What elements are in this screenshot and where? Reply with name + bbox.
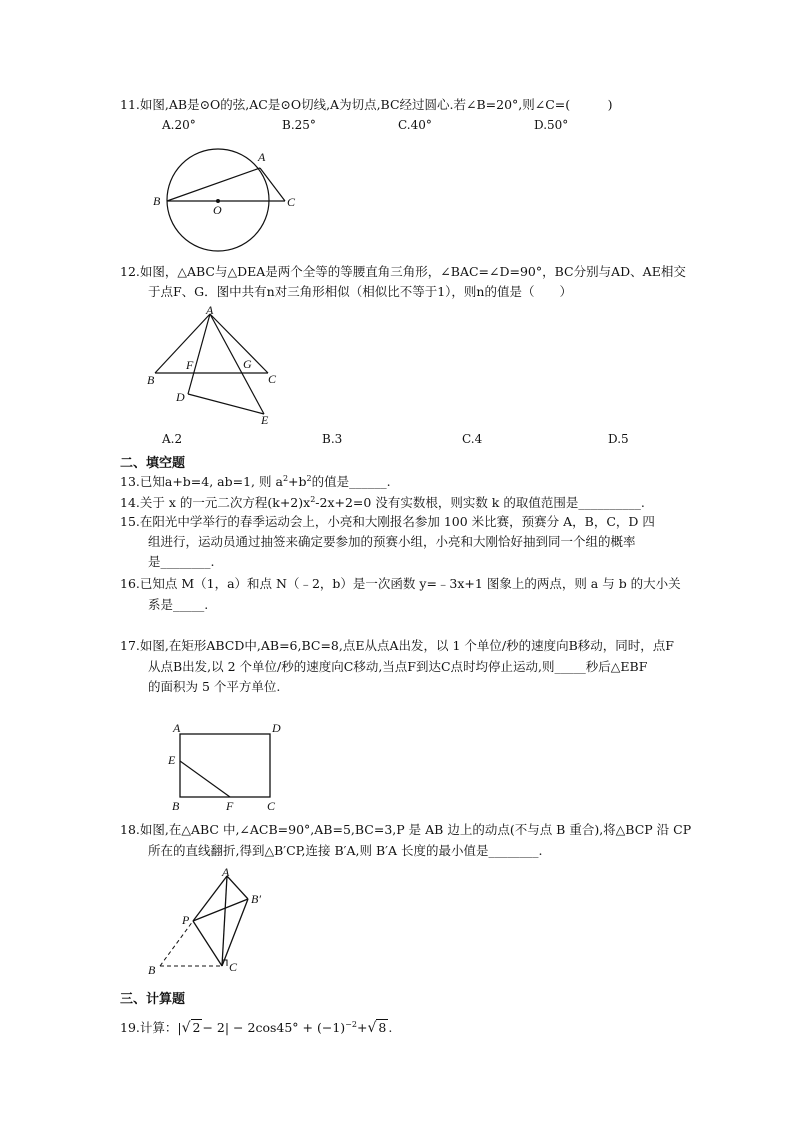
q12-label-b: B: [147, 373, 155, 387]
q18-line2: 所在的直线翻折,得到△B′CP,连接 B′A,则 B′A 长度的最小值是________.: [148, 843, 543, 858]
q12-line1: 12.如图，△ABC与△DEA是两个全等的等腰直角三角形，∠BAC=∠D=90°，BC分别与AD、AE相交: [120, 264, 686, 279]
q12-option-b: B.3: [322, 432, 343, 446]
q11-text: 11.如图,AB是⊙O的弦,AC是⊙O切线,A为切点,BC经过圆心.若∠B=20°,则∠C=( ): [120, 97, 613, 112]
q12-option-a: A.2: [162, 432, 183, 446]
q11-label-b: B: [153, 194, 161, 208]
q18-label-p: P: [182, 913, 190, 927]
q15-line2: 组进行，运动员通过抽签来确定要参加的预赛小组，小亮和大刚恰好抽到同一个组的概率: [148, 534, 636, 549]
q17-line1: 17.如图,在矩形ABCD中,AB=6,BC=8,点E从点A出发，以 1 个单位/秒的速度向B移动，同时，点F: [120, 638, 674, 653]
q17-label-c: C: [267, 799, 276, 813]
q11-option-a: A.20°: [162, 118, 196, 132]
q11-option-b: B.25°: [282, 118, 316, 132]
q15-line1: 15.在阳光中学举行的春季运动会上，小亮和大刚报名参加 100 米比赛，预赛分 A，B，C，D 四: [120, 514, 655, 529]
q11-label-o: O: [213, 203, 222, 217]
q12-option-c: C.4: [462, 432, 483, 446]
q17-label-f: F: [226, 799, 234, 813]
section-calculation-title: 三、计算题: [120, 992, 186, 1007]
q11-label-c: C: [287, 195, 296, 209]
q16-line2: 系是_____.: [148, 597, 209, 612]
q12-figure-triangles: [140, 302, 300, 432]
q17-label-a: A: [173, 721, 181, 735]
q11-option-c: C.40°: [398, 118, 432, 132]
q12-label-c: C: [268, 372, 277, 386]
q18-label-b: B: [148, 963, 156, 977]
q13-text: 13.已知a+b=4, ab=1, 则 $a^2+b^2$的值是______.: [120, 474, 391, 490]
q19-expression: 19.计算：|√ $2 - 2| - 2\cos 45^\circ + (-1)^{-2}+√$ 8 .: [120, 1019, 393, 1036]
q18-label-b-prime: B′: [251, 892, 261, 906]
q17-label-d: D: [272, 721, 281, 735]
q18-label-c: C: [229, 960, 238, 974]
q18-label-a: A: [222, 865, 230, 879]
q17-label-e: E: [168, 753, 176, 767]
q12-label-g: G: [243, 357, 252, 371]
section-fill-in-title: 二、填空题: [120, 456, 186, 471]
q18-line1: 18.如图,在△ABC 中,∠ACB=90°,AB=5,BC=3,P 是 AB 边上的动点(不与点 B 重合),将△BCP 沿 CP: [120, 822, 692, 837]
q18-figure-fold: [150, 868, 270, 980]
q17-line2: 从点B出发,以 2 个单位/秒的速度向C移动,当点F到达C点时均停止运动,则_____秒后△EBF: [148, 659, 648, 674]
q16-line1: 16.已知点 M（1，a）和点 N（﹣2，b）是一次函数 y=﹣3x+1 图象上的两点，则 a 与 b 的大小关: [120, 576, 681, 591]
q19-sqrt-8: 8: [378, 1020, 387, 1035]
q12-option-d: D.5: [608, 432, 629, 446]
q12-label-f: F: [186, 358, 194, 372]
q11-option-d: D.50°: [534, 118, 569, 132]
q12-label-d: D: [176, 390, 185, 404]
q11-label-a: A: [258, 150, 266, 164]
q12-line2: 于点F、G．图中共有n对三角形相似（相似比不等于1），则n的值是（ ）: [148, 284, 572, 299]
q17-line3: 的面积为 5 个平方单位.: [148, 679, 281, 694]
q15-line3: 是________.: [148, 554, 215, 569]
q12-label-a: A: [206, 303, 214, 317]
q12-label-e: E: [261, 413, 269, 427]
q17-figure-rectangle: [170, 725, 280, 805]
q17-label-b: B: [172, 799, 180, 813]
q19-sqrt-2: 2: [192, 1020, 201, 1035]
q14-text: 14.关于 x 的一元二次方程$(k+2)x^2-2x+2=0$ 没有实数根，则实数 k 的取值范围是__________.: [120, 495, 645, 511]
